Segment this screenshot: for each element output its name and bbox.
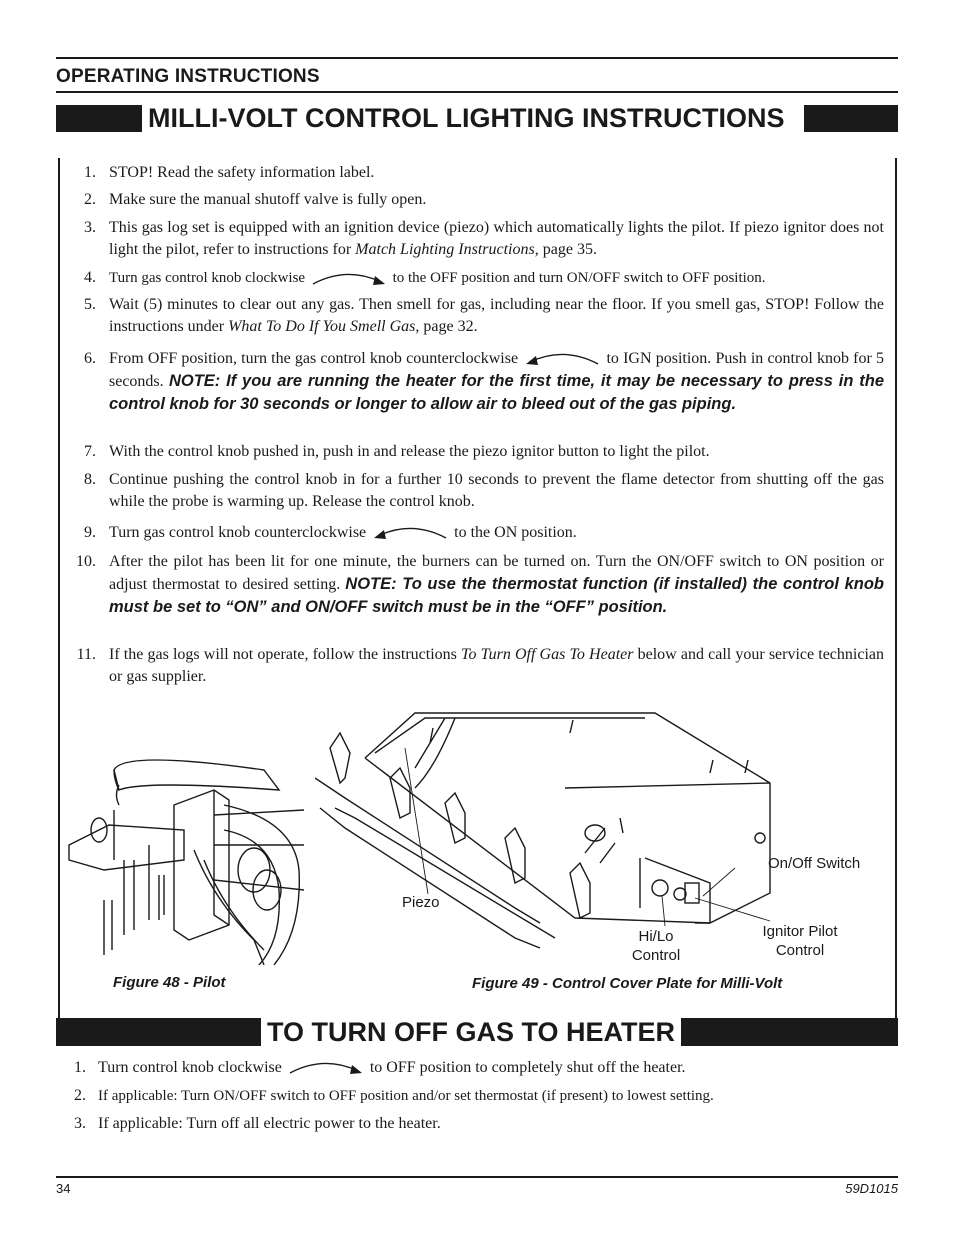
top-rule <box>56 57 898 59</box>
label-onoff-switch: On/Off Switch <box>768 855 861 872</box>
label-hilo-control: Hi/Lo Control <box>631 928 681 964</box>
section-title: OPERATING INSTRUCTIONS <box>56 66 320 87</box>
lighting-banner <box>56 105 898 132</box>
document-code: 59D1015 <box>845 1181 898 1196</box>
lighting-banner-title: MILLI-VOLT CONTROL LIGHTING INSTRUCTIONS <box>142 101 804 136</box>
figure-48-caption: Figure 48 - Pilot <box>113 974 226 991</box>
clockwise-arrow-icon <box>309 270 389 288</box>
clockwise-arrow-icon <box>286 1059 366 1077</box>
turn-off-banner-title: TO TURN OFF GAS TO HEATER <box>261 1015 681 1049</box>
pilot-illustration <box>64 750 314 965</box>
counterclockwise-arrow-icon <box>522 350 602 368</box>
label-piezo: Piezo <box>402 894 440 911</box>
header-rule <box>56 91 898 93</box>
turn-off-banner <box>56 1018 898 1046</box>
label-ignitor-pilot-control: Ignitor Pilot Control <box>762 923 838 959</box>
figure-49-caption: Figure 49 - Control Cover Plate for Milli-Volt <box>472 975 783 992</box>
footer-rule <box>56 1176 898 1178</box>
counterclockwise-arrow-icon <box>370 524 450 542</box>
control-cover-plate-illustration <box>315 708 785 963</box>
page-number: 34 <box>56 1181 71 1196</box>
